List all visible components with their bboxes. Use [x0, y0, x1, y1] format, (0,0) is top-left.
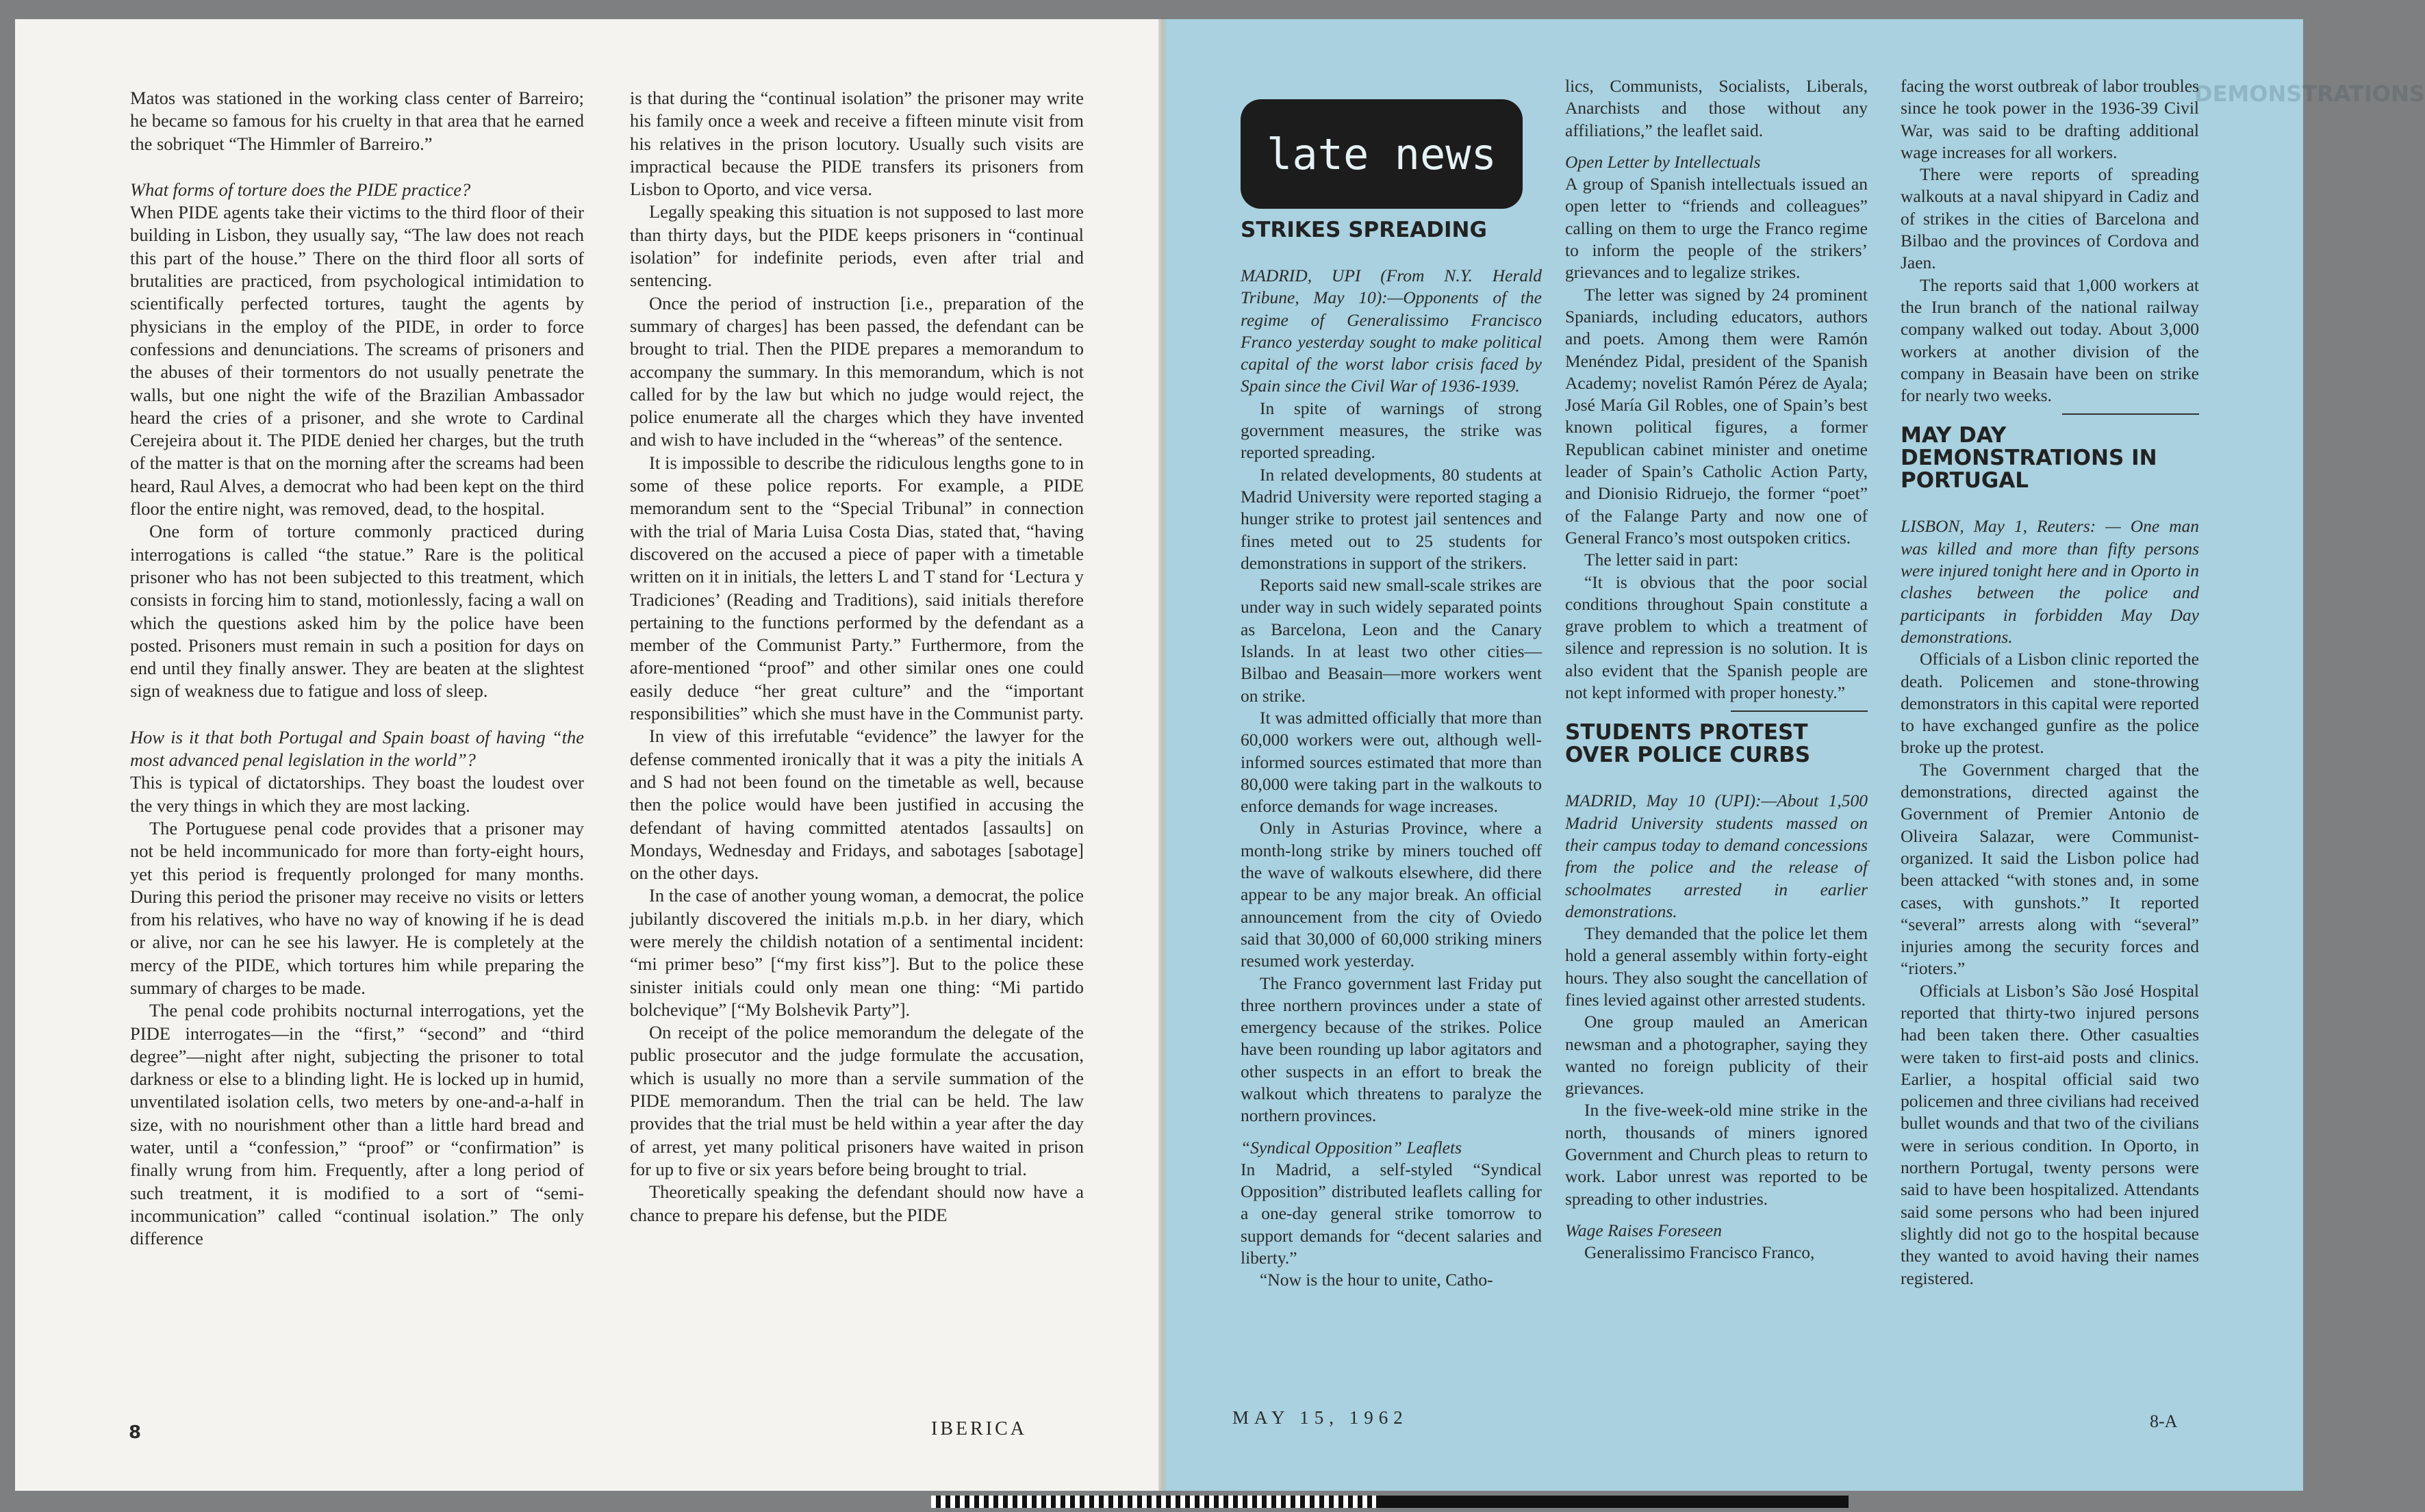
paragraph: is that during the “continual isolation” the prisoner may write his family once a week and receive a fifteen minute visit from his relatives in the prison locutory. Usually such visits are impractical because the PIDE transfers its prisoners from Lisbon to Oporto, and vice versa. [630, 88, 1084, 200]
paragraph: Only in Asturias Province, where a month-long strike by miners touched off the wave of walkouts elsewhere, did there appear to be any major break. An official announcement from the city of Oviedo said that 30,000 of 60,000 striking miners resumed work yesterday. [1241, 818, 1542, 971]
paragraph: The reports said that 1,000 workers at the Irun branch of the national railway company walked out today. About 3,000 workers at another division of the company in Beasain have been on strike for nearly two weeks. [1901, 274, 2199, 406]
paragraph: “It is obvious that the poor social conditions throughout Spain constitute a grave problem to which a treatment of silence and repression is no solution. It is also evident that the Spanish people are not kept informed with proper honesty.” [1565, 572, 1868, 703]
question-or-dateline: What forms of torture does the PIDE practice? [130, 179, 471, 200]
paragraph: The letter was signed by 24 prominent Spaniards, including educators, authors and poets. Among them were Ramón Menéndez Pidal, president of the Spanish Academy; novelist Ramón Pérez de Ayala; José María Gil Robles, one of Spain’s best known political figures, a former Republican cabinet minister and onetime leader of Spain’s Catholic Action Party, and Dionisio Ridruejo, the former “poet” of the Falange Party and now one of General Franco’s most outspoken critics. [1565, 284, 1868, 548]
paragraph: The Portuguese penal code provides that a prisoner may not be held incommunicado for more than forty-eight hours, yet this period is frequently prolonged for many months. During this period the prisoner may receive no visits or letters from his relatives, who have no way of knowing if he is dead or alive, nor can he see his lawyer. He is completely at the mercy of the PIDE, which tortures him while preparing the summary of charges to be made. [130, 817, 584, 998]
paragraph: The Franco government last Friday put three northern provinces under a state of emergency because of the strikes. Police have been rounding up labor agitators and other suspects in an effort to break the walkout which threatens to paralyze the northern provinces. [1241, 973, 1542, 1126]
subheading: “Syndical Opposition” Leaflets [1241, 1137, 1462, 1157]
paragraph: There were reports of spreading walkouts at a naval shipyard in Cadiz and of strikes in the cities of Barcelona and Bilbao and the provinces of Cordova and Jaen. [1901, 164, 2199, 273]
paragraph: One form of torture commonly practiced during interrogations is called “the statue.” Rare is the political prisoner who has not been subjected to this treatment, which consists in forcing him to stand, motionlessly, facing a wall on which the questions asked him by the police have been posted. Prisoners must remain in such a position for days on end until they finally answer. They are beaten at the slightest sign of weakness due to fatigue and loss of sleep. [130, 521, 584, 702]
right-column-3 [1901, 75, 2199, 1290]
question-or-dateline: MADRID, May 10 (UPI):—About 1,500 Madrid University students massed on their campus today to demand concessions from the police and the release of schoolmates arrested in earlier demonstrations. [1565, 791, 1868, 921]
running-title: IBERICA [931, 1418, 1027, 1439]
page-number-right: 8-A [2150, 1411, 2178, 1431]
paragraph: “Now is the hour to unite, Catho- [1260, 1270, 1493, 1290]
subheading: Wage Raises Foreseen [1565, 1220, 1722, 1240]
paragraph: Reports said new small-scale strikes are under way in such widely separated points as Barcelona, Leon and the Canary Islands. In at least two other cities—Bilbao and Beasain—more workers went on strike. [1241, 575, 1542, 706]
paragraph: facing the worst outbreak of labor troubles since he took power in the 1936-39 Civil War, was said to be drafting additional wage increases for all workers. [1901, 76, 2199, 162]
question-or-dateline: LISBON, May 1, Reuters: — One man was killed and more than fifty persons were injured tonight here and in Oporto in clashes between the police and participants in forbidden May Day demonstrations. [1901, 516, 2199, 647]
late-news-badge: late news [1241, 99, 1523, 209]
paragraph: Matos was stationed in the working class center of Barreiro; he became so famous for his cruelty in that area that he earned the sobriquet “The Himmler of Barreiro.” [130, 88, 584, 154]
section-headline: STRIKES SPREADING [1241, 218, 1487, 242]
paragraph: It was admitted officially that more than 60,000 workers were out, although well-informed sources estimated that more than 80,000 were taking part in the walkouts to enforce demands for wage increases. [1241, 707, 1542, 817]
section-divider [1731, 710, 1868, 712]
paragraph: In related developments, 80 students at Madrid University were reported staging a hunger strike to protest jail sentences and fines meted out to 25 students for demonstrations in support of the strikers. [1241, 464, 1542, 573]
paragraph: In the case of another young woman, a democrat, the police jubilantly discovered the initials m.p.b. in her diary, which were merely the childish notation of a sentimental incident: “mi primer beso” [“my first kiss”]. But to the police these sinister initials could only mean one thing: “Mi partido bolchevique” [“My Bolshevik Party”]. [630, 885, 1084, 1020]
paragraph: In Madrid, a self-styled “Syndical Opposition” distributed leaflets calling for a one-day general strike tomorrow to support demands for “decent salaries and liberty.” [1241, 1159, 1542, 1268]
right-column-1 [1241, 219, 1542, 1292]
subheading: Open Letter by Intellectuals [1565, 151, 1761, 172]
paragraph: A group of Spanish intellectuals issued an open letter to “friends and colleagues” calling on them to urge the Franco regime to inform the people of the strikers’ grievances and to legalize strikes. [1565, 174, 1868, 283]
paragraph: It is impossible to describe the ridiculous lengths gone to in some of these police reports. For example, a PIDE memorandum sent to the “Special Tribunal” in connection with the trial of Maria Luisa Costa Dias, stated that, “having discovered on the accused a piece of paper with a timetable written on it in initials, the letters L and T stand for ‘Lectura y Tradiciones’ (Reading and Traditions), said initials therefore pertaining to the functions performed by the defendant as a member of the Communist Party.” Furthermore, from the afore-mentioned “proof” and other similar ones one could easily deduce “her great culture” and the “important responsibilities” which she must have in the Communist party. [630, 452, 1084, 724]
show-through-text: DEMONSTRATIONS [2194, 81, 2425, 107]
section-headline: MAY DAY DEMONSTRATIONS IN PORTUGAL [1901, 423, 2157, 494]
question-or-dateline: How is it that both Portugal and Spain boast of having “the most advanced penal legislation in the world”? [130, 726, 584, 771]
issue-date: MAY 15, 1962 [1232, 1407, 1408, 1428]
section-divider [2062, 413, 2199, 415]
right-column-2 [1565, 75, 1868, 1264]
paragraph: Officials of a Lisbon clinic reported the death. Policemen and stone-throwing demonstrators in this capital were reported to have exchanged gunfire as the police broke up the protest. [1901, 649, 2199, 758]
paragraph: In spite of warnings of strong government measures, the strike was reported spreading. [1241, 398, 1542, 463]
paragraph: In view of this irrefutable “evidence” the lawyer for the defense commented ironically that it was a pity the initials A and S had not been found on the timetable as well, because then the police would have been justified in accusing the defendant of having committed atentados [assaults] on Mondays, Wednesday and Fridays, and sabotages [sabotage] on the other days. [630, 726, 1084, 884]
paragraph: lics, Communists, Socialists, Liberals, Anarchists and those without any affiliations,” the leaflet said. [1565, 76, 1868, 140]
paragraph: Once the period of instruction [i.e., preparation of the summary of charges] has been passed, the defendant can be brought to trial. Then the PIDE prepares a memorandum to accompany the summary. In this memorandum, which is not called for by the law but which no judge would reject, the police enumerate all the charges which they have invented and wish to have included in the “whereas” of the sentence. [630, 292, 1084, 450]
paragraph: This is typical of dictatorships. They boast the loudest over the very things in which they are most lacking. [130, 772, 584, 816]
paragraph: Theoretically speaking the defendant should now have a chance to prepare his defense, but the PIDE [630, 1181, 1084, 1225]
paragraph: On receipt of the police memorandum the delegate of the public prosecutor and the judge formulate the accusation, which is usually no more than a servile summation of the PIDE memorandum. Then the trial can be held. The law provides that the trial must be held within a year after the day of arrest, yet many political prisoners have waited in prison for up to five or six years before being brought to trial. [630, 1022, 1084, 1179]
left-column-2 [630, 87, 1084, 1227]
paragraph: The Government charged that the demonstrations, directed against the Government of Premier Antonio de Oliveira Salazar, were Communist-organized. It said the Lisbon police had been attacked “with stones and, in some cases, with gunshots.” It reported “several” arrests along with “several” injuries among the security forces and “rioters.” [1901, 759, 2199, 979]
question-or-dateline: MADRID, UPI (From N.Y. Herald Tribune, May 10):—Opponents of the regime of Generalissimo Francisco Franco yesterday sought to make political capital of the worst labor crisis faced by Spain since the Civil War of 1936-1939. [1241, 266, 1542, 396]
page-number-left: 8 [129, 1422, 142, 1443]
paragraph: They demanded that the police let them hold a general assembly within forty-eight hours. They also sought the cancellation of fines levied against other arrested students. [1565, 923, 1868, 1010]
page-gutter [1158, 19, 1167, 1491]
paragraph: One group mauled an American newsman and a photographer, saying they wanted no foreign publicity of their grievances. [1565, 1012, 1868, 1099]
paragraph: The letter said in part: [1584, 550, 1739, 570]
paragraph: When PIDE agents take their victims to the third floor of their building in Lisbon, they usually say, “The law does not reach this part of the house.” There on the third floor all sorts of brutalities are practiced, from psychological intimidation to scientifically perfected tortures, taught the agents by physicians in the employ of the PIDE, in order to force confessions and denunciations. The screams of prisoners and the abuses of their tormentors do not usually penetrate the walls, but one night the wife of the Brazilian Ambassador heard the cries of a prisoner, and she wrote to Cardinal Cerejeira about it. The PIDE denied her charges, but the truth of the matter is that on the morning after the screams had been heard, Raul Alves, a democrat who had been kept on the third floor the entire night, was removed, dead, to the hospital. [130, 202, 584, 520]
paragraph: Generalissimo Francisco Franco, [1584, 1242, 1815, 1263]
left-column-1 [130, 87, 584, 1251]
paragraph: The penal code prohibits nocturnal interrogations, yet the PIDE interrogates—in the “first,” “second” and “third degree”—night after night, subjecting the prisoner to total darkness or else to a blinding light. He is locked up in humid, unventilated isolation cells, two meters by one-and-a-half in size, with no nourishment other than a little hard bread and water, until a “confession,” “proof” or “confirmation” is finally wrung from him. Frequently, after a long period of such treatment, it is modified to a sort of “semi-incommunication” called “continual isolation.” The only difference [130, 1000, 584, 1249]
section-headline: STUDENTS PROTEST OVER POLICE CURBS [1565, 720, 1811, 768]
paragraph: Legally speaking this situation is not supposed to last more than thirty days, but the PIDE keeps prisoners in “continual isolation” for indefinite periods, even after trial and sentencing. [630, 201, 1084, 291]
paragraph: In the five-week-old mine strike in the north, thousands of miners ignored Government and Church pleas to return to work. Labor unrest was reported to be spreading to other industries. [1565, 1100, 1868, 1209]
scan-color-bar [931, 1496, 1849, 1508]
paragraph: Officials at Lisbon’s São José Hospital reported that thirty-two injured persons had been taken there. Other casualties were taken to first-aid posts and clinics. Earlier, a hospital official said two policemen and three civilians had received bullet wounds and that two of the civilians were in serious condition. In Oporto, in northern Portugal, twenty persons were said to have been hospitalized. Attendants said some persons who had been injured slightly did not go to the hospital because they wanted to avoid having their names registered. [1901, 980, 2199, 1288]
